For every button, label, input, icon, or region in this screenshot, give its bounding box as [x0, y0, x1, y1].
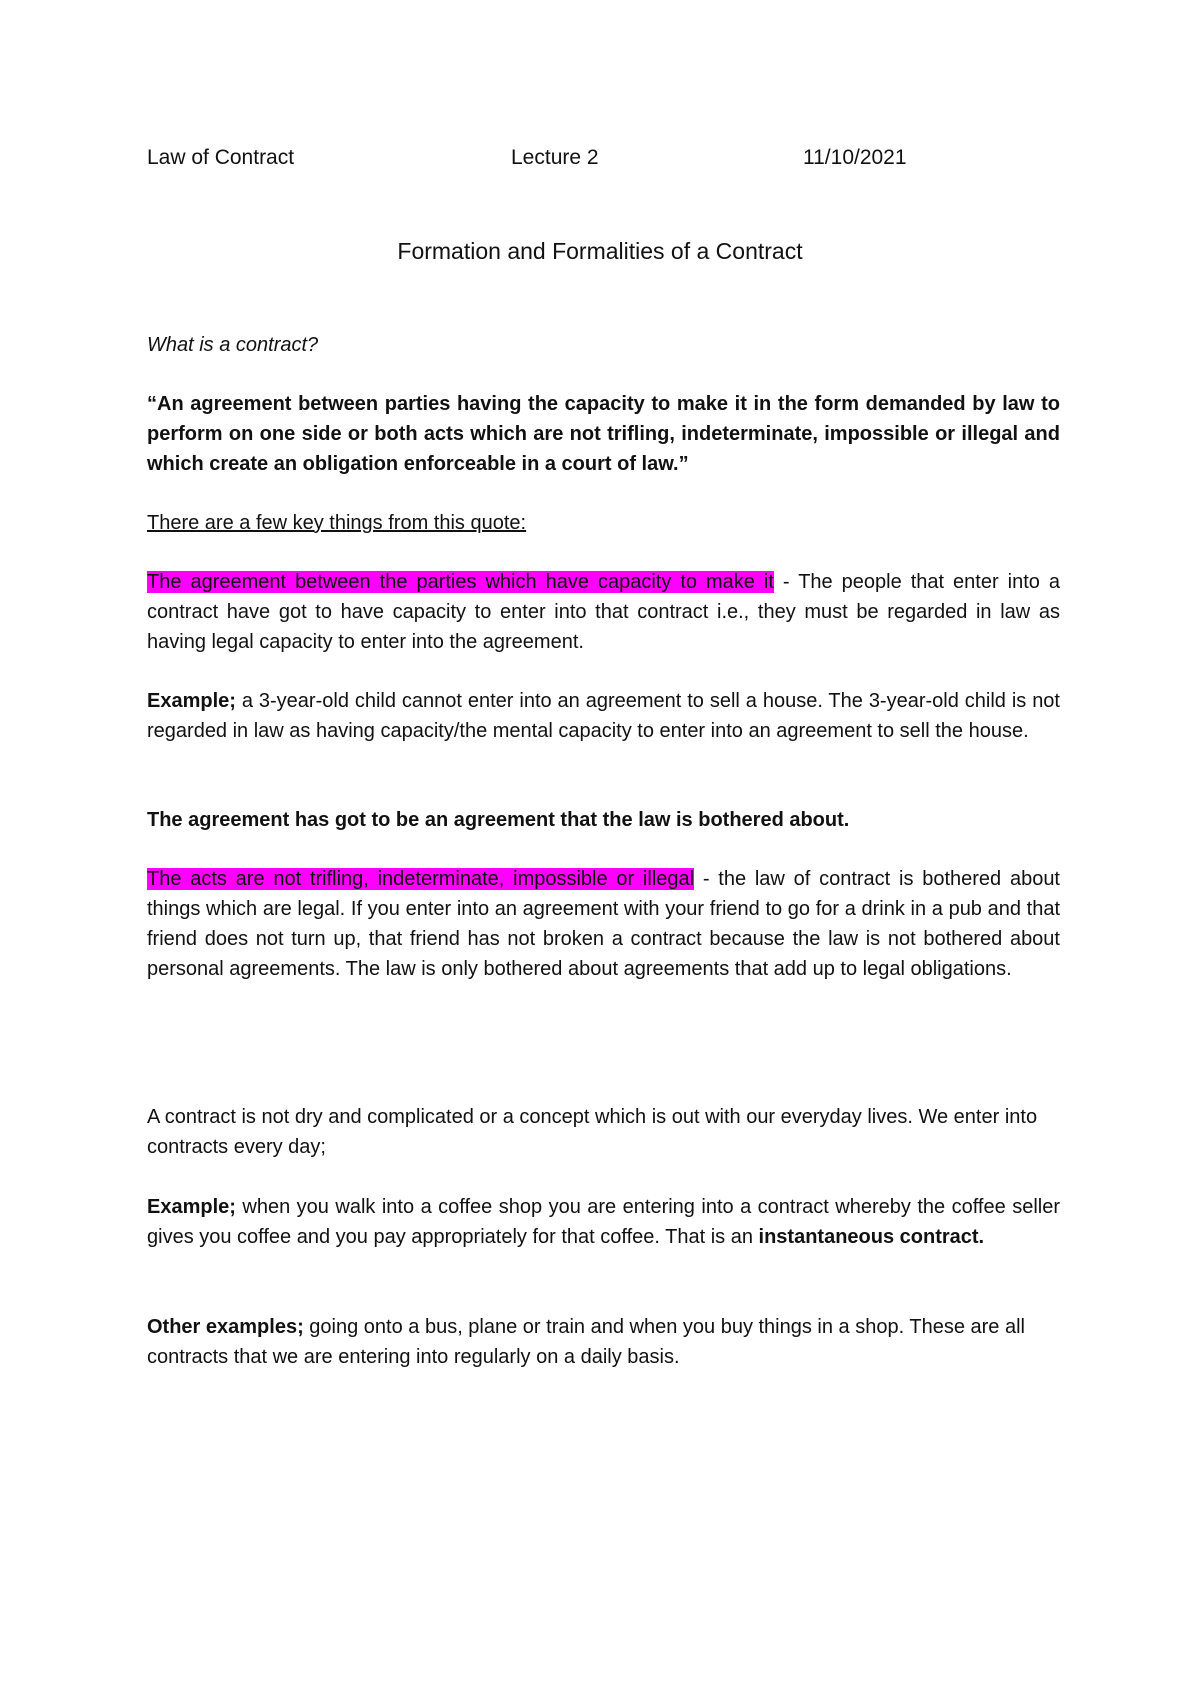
document-header: [147, 146, 1060, 176]
other-examples-paragraph: [147, 1312, 1060, 1372]
paragraph-text: going onto a bus, plane or train and when you buy things in a shop. These are all contracts that we are entering into regularly on a daily basis.: [147, 1316, 1025, 1368]
definition-quote: “An agreement between parties having the capacity to make it in the form demanded by law to perform on one side or both acts which are not trifling, indeterminate, impossible or illegal and which create an obligation enforceable in a court of law.”: [147, 393, 1060, 475]
paragraph-text: - the law of contract is bothered about things which are legal. If you enter into an agreement with your friend to go for a drink in a pub and that friend does not turn up, that friend has not broken a contract because the law is not bothered about personal agreements. The law is only bothered about agreements that add up to legal obligations.: [147, 868, 1060, 980]
highlighted-phrase: The agreement between the parties which have capacity to make it: [147, 571, 774, 593]
highlighted-phrase: The acts are not trifling, indeterminate, impossible or illegal: [147, 868, 695, 890]
paragraph-text: - The people that enter into a contract have got to have capacity to enter into that contract i.e., they must be regarded in law as having legal capacity to enter into the agreement.: [147, 571, 1060, 653]
lecture-date: 11/10/2021: [803, 146, 907, 169]
example-child-paragraph: [147, 686, 1060, 746]
instantaneous-contract-term: instantaneous contract.: [758, 1226, 985, 1248]
paragraph-text: a 3-year-old child cannot enter into an agreement to sell a house. The 3-year-old child is not regarded in law as having capacity/the mental capacity to enter into an agreement to sell the house.: [147, 690, 1060, 742]
point-acts-paragraph: [147, 864, 1060, 984]
page-title: Formation and Formalities of a Contract: [397, 238, 803, 264]
lecture-number: Lecture 2: [511, 146, 599, 169]
key-things-heading: There are a few key things from this quote:: [147, 512, 527, 534]
question-heading: What is a contract?: [147, 334, 319, 356]
everyday-paragraph: A contract is not dry and complicated or a concept which is out with our everyday lives. We enter into contracts every day;: [147, 1106, 1038, 1158]
course-name: Law of Contract: [147, 146, 295, 169]
paragraph-text: when you walk into a coffee shop you are entering into a contract whereby the coffee seller gives you coffee and you pay appropriately for that coffee. That is an: [147, 1196, 1060, 1248]
example-coffee-paragraph: [147, 1192, 1060, 1252]
bold-statement: The agreement has got to be an agreement that the law is bothered about.: [147, 809, 850, 831]
example-label: Example;: [147, 1196, 236, 1218]
point-capacity-paragraph: [147, 567, 1060, 657]
example-label: Example;: [147, 690, 236, 712]
other-examples-label: Other examples;: [147, 1316, 304, 1338]
